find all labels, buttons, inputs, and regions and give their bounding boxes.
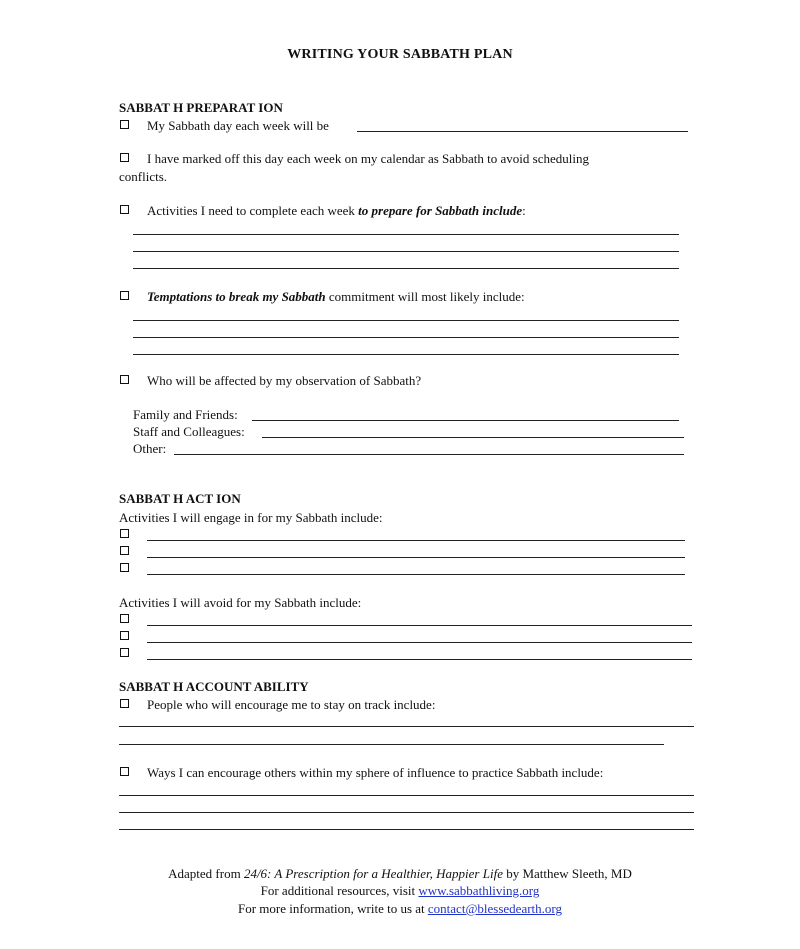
avoid-label: Activities I will avoid for my Sabbath include: (119, 595, 362, 610)
temptations-blank-1[interactable] (133, 320, 679, 321)
section-heading-action: SABBAT H ACT ION (119, 491, 241, 506)
avoid-blank-1[interactable] (147, 625, 692, 626)
engage-label: Activities I will engage in for my Sabbath include: (119, 510, 383, 525)
encourage-others-blank-2[interactable] (119, 812, 694, 813)
checkbox-encourage-others[interactable] (120, 767, 129, 776)
prepare-activities-blank-3[interactable] (133, 268, 679, 269)
staff-blank[interactable] (262, 437, 684, 438)
encourage-others-blank-1[interactable] (119, 795, 694, 796)
staff-label: Staff and Colleagues: (133, 424, 245, 439)
encouragers-blank-2[interactable] (119, 744, 664, 745)
prepare-activities-suffix: : (522, 203, 526, 218)
temptations-suffix: commitment will most likely include: (325, 289, 525, 304)
section-heading-accountability: SABBAT H ACCOUNT ABILITY (119, 679, 309, 694)
footer-contact-prefix: For more information, write to us at (237, 901, 428, 916)
other-label: Other: (133, 441, 167, 456)
page-title: WRITING YOUR SABBATH PLAN (287, 47, 513, 62)
footer-contact (0, 902, 800, 916)
temptations-prompt (147, 290, 525, 304)
encourage-others-prompt: Ways I can encourage others within my sphere of influence to practice Sabbath include: (147, 765, 604, 780)
checkbox-affected[interactable] (120, 375, 129, 384)
temptations-blank-2[interactable] (133, 337, 679, 338)
section-heading-preparation: SABBAT H PREPARAT ION (119, 100, 283, 115)
prepare-activities-prefix: Activities I need to complete each week (147, 203, 359, 218)
avoid-blank-2[interactable] (147, 642, 692, 643)
footer-adapted-prefix: Adapted from (168, 866, 244, 881)
checkbox-encouragers[interactable] (120, 699, 129, 708)
encouragers-prompt: People who will encourage me to stay on track include: (147, 697, 436, 712)
affected-prompt: Who will be affected by my observation of Sabbath? (147, 373, 422, 388)
checkbox-engage-1[interactable] (120, 529, 129, 538)
calendar-text-line1: I have marked off this day each week on my calendar as Sabbath to avoid scheduling (147, 151, 589, 166)
encouragers-blank-1[interactable] (119, 726, 694, 727)
footer-adapted-suffix: by Matthew Sleeth, MD (502, 866, 632, 881)
prepare-activities-blank-1[interactable] (133, 234, 679, 235)
engage-blank-2[interactable] (147, 557, 685, 558)
encourage-others-blank-3[interactable] (119, 829, 694, 830)
checkbox-temptations[interactable] (120, 291, 129, 300)
engage-blank-1[interactable] (147, 540, 685, 541)
avoid-blank-3[interactable] (147, 659, 692, 660)
contact-email-link[interactable]: contact@blessedearth.org (427, 901, 563, 916)
checkbox-calendar[interactable] (120, 153, 129, 162)
temptations-emphasis: Temptations to break my Sabbath (147, 289, 326, 304)
calendar-text-line2: conflicts. (119, 169, 168, 184)
temptations-blank-3[interactable] (133, 354, 679, 355)
checkbox-avoid-1[interactable] (120, 614, 129, 623)
prepare-activities-blank-2[interactable] (133, 251, 679, 252)
sabbathliving-link[interactable]: www.sabbathliving.org (418, 883, 540, 898)
sabbath-day-blank[interactable] (357, 131, 688, 132)
checkbox-avoid-2[interactable] (120, 631, 129, 640)
checkbox-engage-2[interactable] (120, 546, 129, 555)
family-blank[interactable] (252, 420, 679, 421)
checkbox-prepare-activities[interactable] (120, 205, 129, 214)
checkbox-avoid-3[interactable] (120, 648, 129, 657)
prepare-activities-emphasis: to prepare for Sabbath include (358, 203, 523, 218)
footer-adapted (0, 867, 800, 881)
footer-book-title: 24/6: A Prescription for a Healthier, Happier Life (243, 866, 503, 881)
checkbox-engage-3[interactable] (120, 563, 129, 572)
footer-resources (0, 884, 800, 898)
engage-blank-3[interactable] (147, 574, 685, 575)
prepare-activities-prompt (147, 204, 526, 218)
footer-resources-prefix: For additional resources, visit (260, 883, 419, 898)
family-label: Family and Friends: (133, 407, 238, 422)
other-blank[interactable] (174, 454, 684, 455)
checkbox-sabbath-day[interactable] (120, 120, 129, 129)
sabbath-day-prompt: My Sabbath day each week will be (147, 118, 329, 133)
